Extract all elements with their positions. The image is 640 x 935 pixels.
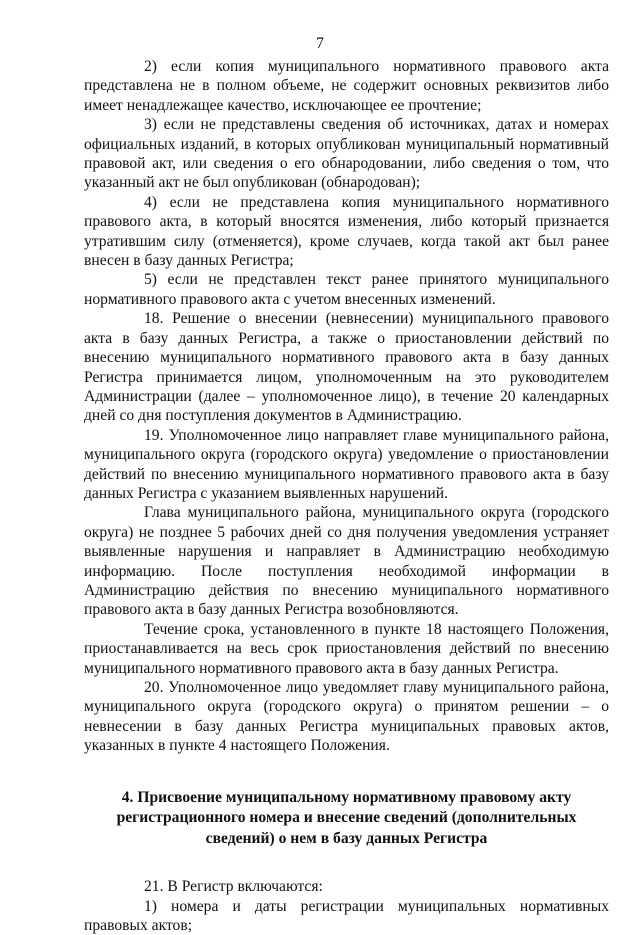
document-body xyxy=(84,57,609,935)
paragraph-item-5: 5) если не представлен текст ранее принятого муниципального нормативного правового акта с учетом внесенных изменений. xyxy=(84,271,609,308)
page-number: 7 xyxy=(316,35,324,52)
paragraph-item-2: 2) если копия муниципального нормативного правового акта представлена не в полном объеме, не содержит основных реквизитов либо имеет ненадлежащее качество, исключающее ее прочтение; xyxy=(84,58,609,114)
paragraph-item-3: 3) если не представлены сведения об источниках, датах и номерах официальных изданий, в которых опубликован муниципальный нормативный правовой акт, или сведения о его обнародовании, либо сведения о том, что указанный акт не был опубликован (обнародован); xyxy=(84,116,609,192)
paragraph-clause-19-head: Глава муниципального района, муниципального округа (городского округа) не позднее 5 рабочих дней со дня получения уведомления устраняет выявленные нарушения и направляет в Администрацию необходимую информацию. После поступления необходимой информации в Администрацию действия по внесению муниципального нормативного правового акта в базу данных Регистра возобновляются. xyxy=(84,504,609,619)
paragraph-clause-21: 21. В Регистр включаются: xyxy=(144,878,323,896)
paragraph-item-4: 4) если не представлена копия муниципального нормативного правового акта, в который вносятся изменения, либо который признается утратившим силу (отменяется), кроме случаев, когда такой акт был ранее внесен в базу данных Регистра; xyxy=(84,193,609,270)
paragraph-clause-19-term: Течение срока, установленного в пункте 18 настоящего Положения, приостанавливается на весь срок приостановления действий по внесению муниципального нормативного правового акта в базу данных Регистра. xyxy=(84,620,609,677)
paragraph-clause-18: 18. Решение о внесении (невнесении) муниципального правового акта в базу данных Регистра, а также о приостановлении действий по внесению муниципального нормативного правового акта в базу данных Регистра принимается лицом, уполномоченным на это руководителем Администрации (далее – уполномоченное лицо), в течение 20 календарных дней со дня поступления документов в Администрацию. xyxy=(84,310,609,425)
paragraph-clause-19: 19. Уполномоченное лицо направляет главе муниципального района, муниципального округа (городского округа) уведомление о приостановлении действий по внесению муниципального нормативного правового акта в базу данных Регистра с указанием выявленных нарушений. xyxy=(84,426,609,502)
paragraph-clause-20: 20. Уполномоченное лицо уведомляет главу муниципального района, муниципального округа (городского округа) о принятом решении – о невнесении в базу данных Регистра муниципальных правовых актов, указанных в пункте 4 настоящего Положения. xyxy=(84,679,609,755)
paragraph-clause-21-item-1: 1) номера и даты регистрации муниципальных нормативных правовых актов; xyxy=(84,897,609,934)
section-heading: 4. Присвоение муниципальному нормативному правовому акту регистрационного номера и внесение сведений (дополнительных сведений) о нем в базу данных Регистра xyxy=(116,788,577,847)
